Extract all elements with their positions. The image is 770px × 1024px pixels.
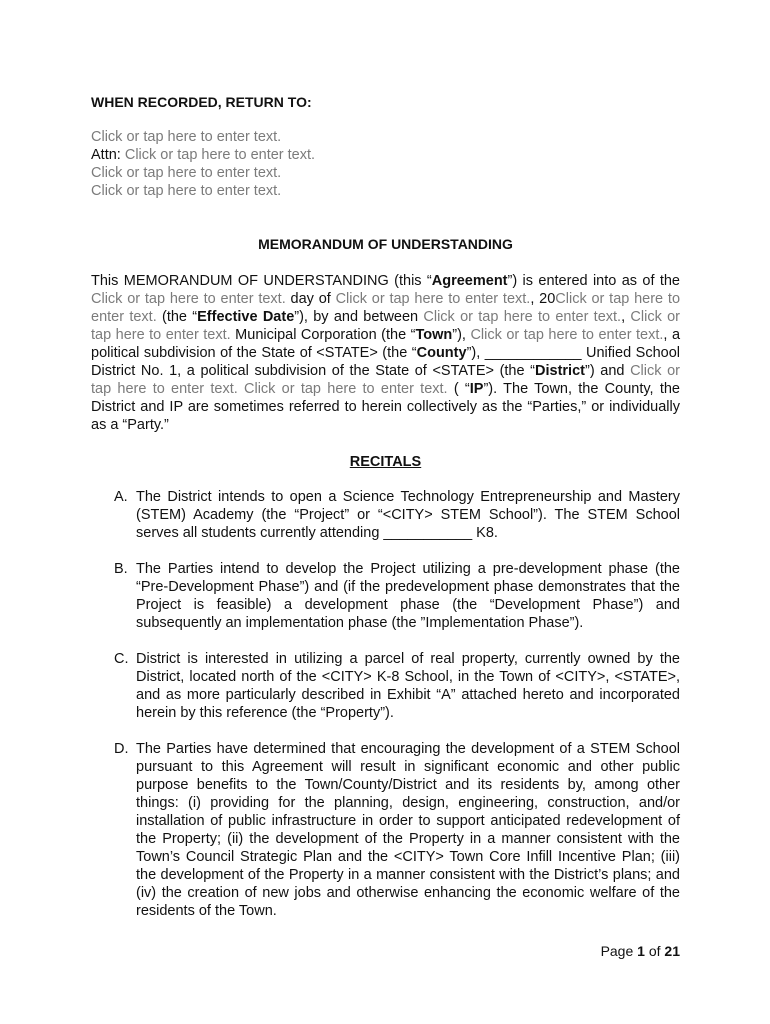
address-attn-field[interactable]: Click or tap here to enter text. [124,147,316,163]
recital-label: B. [114,561,128,577]
document-title: MEMORANDUM OF UNDERSTANDING [258,236,513,252]
recital-text: The Parties have determined that encouraging the development of a STEM School pursuant to this Agreement will result in significant economic and other public purpose benefits to the Town/County/District and its residents by, among other things: (i) providing for the planning, design, engineering, construction, and/or installation of public infrastructure in order to support anticipated redevelopment of the Property; (ii) the development of the Property in a manner consistent with the Town’s Council Strategic Plan and the <CITY> Town Core Infill Incentive Plan; (iii) the development of the Property in a manner consistent with the District’s plans; and (iv) the creation of new jobs and otherwise enhancing the economic welfare of the residents of the Town. [136,741,680,919]
list-item [91,650,680,722]
document-page [91,94,680,938]
address-block [91,128,680,200]
ip-name-field[interactable]: Click or tap here to enter text. [91,363,680,397]
list-item [91,488,680,542]
list-item [91,740,680,920]
recital-label: D. [114,741,129,757]
address-line-4-field[interactable]: Click or tap here to enter text. [91,183,282,199]
address-line-1-field[interactable]: Click or tap here to enter text. [91,129,282,145]
list-item [91,560,680,632]
month-field[interactable]: Click or tap here to enter text. [335,291,531,307]
recital-text: The Parties intend to develop the Project utilizing a pre-development phase (the “Pre-Development Phase”) and (if the predevelopment phase demonstrates that the Project is feasible) a development phase (the “Development Phase”) and subsequently an implementation phase (the ”Implementation Phase”). [136,561,680,631]
recital-label: A. [114,489,128,505]
return-to-heading: WHEN RECORDED, RETURN TO: [91,94,312,110]
town-name-field[interactable]: Click or tap here to enter text. [91,309,680,343]
recital-text: The District intends to open a Science Technology Entrepreneurship and Mastery (STEM) Academy (the “Project” or “<CITY> STEM School”). The STEM School serves all students currently attending ___________ K8. [136,489,680,541]
day-field[interactable]: Click or tap here to enter text. [91,291,286,307]
party-name-field[interactable]: Click or tap here to enter text. [423,309,622,325]
county-name-field[interactable]: Click or tap here to enter text. [470,327,664,343]
attn-label: Attn: [91,147,121,163]
recitals-list [91,488,680,920]
recital-text: District is interested in utilizing a parcel of real property, currently owned by the District, located north of the <CITY> K-8 School, in the Town of <CITY>, <STATE>, and as more particularly described in Exhibit “A” attached hereto and incorporated herein by this reference (the “Property”). [136,651,680,721]
ip-detail-field[interactable]: Click or tap here to enter text. [244,381,448,397]
recital-label: C. [114,651,129,667]
page-number: Page 1 of 21 [600,943,680,959]
year-field[interactable]: Click or tap here to enter text. [91,291,681,325]
recitals-heading: RECITALS [349,454,422,470]
address-line-3-field[interactable]: Click or tap here to enter text. [91,165,282,181]
intro-paragraph: This MEMORANDUM OF UNDERSTANDING (this “Agreement”) is entered into as of the Click or tap here to enter text. day of Click or tap here to enter text., 20Click or tap here to enter text. (the “Effective Date”), by and between Click or tap here to enter text., Click or tap here to enter text. Municipal Corporation (the “Town”), Click or tap here to enter text., a political subdivision of the State of <STATE> (the “County”), ____________ Unified School District No. 1, a political subdivision of the State of <STATE> (the “District”) and Click or tap here to enter text. Click or tap here to enter text. ( “IP”). The Town, the County, the District and IP are sometimes referred to herein collectively as the “Parties,” or individually as a “Party.” [91,273,681,433]
